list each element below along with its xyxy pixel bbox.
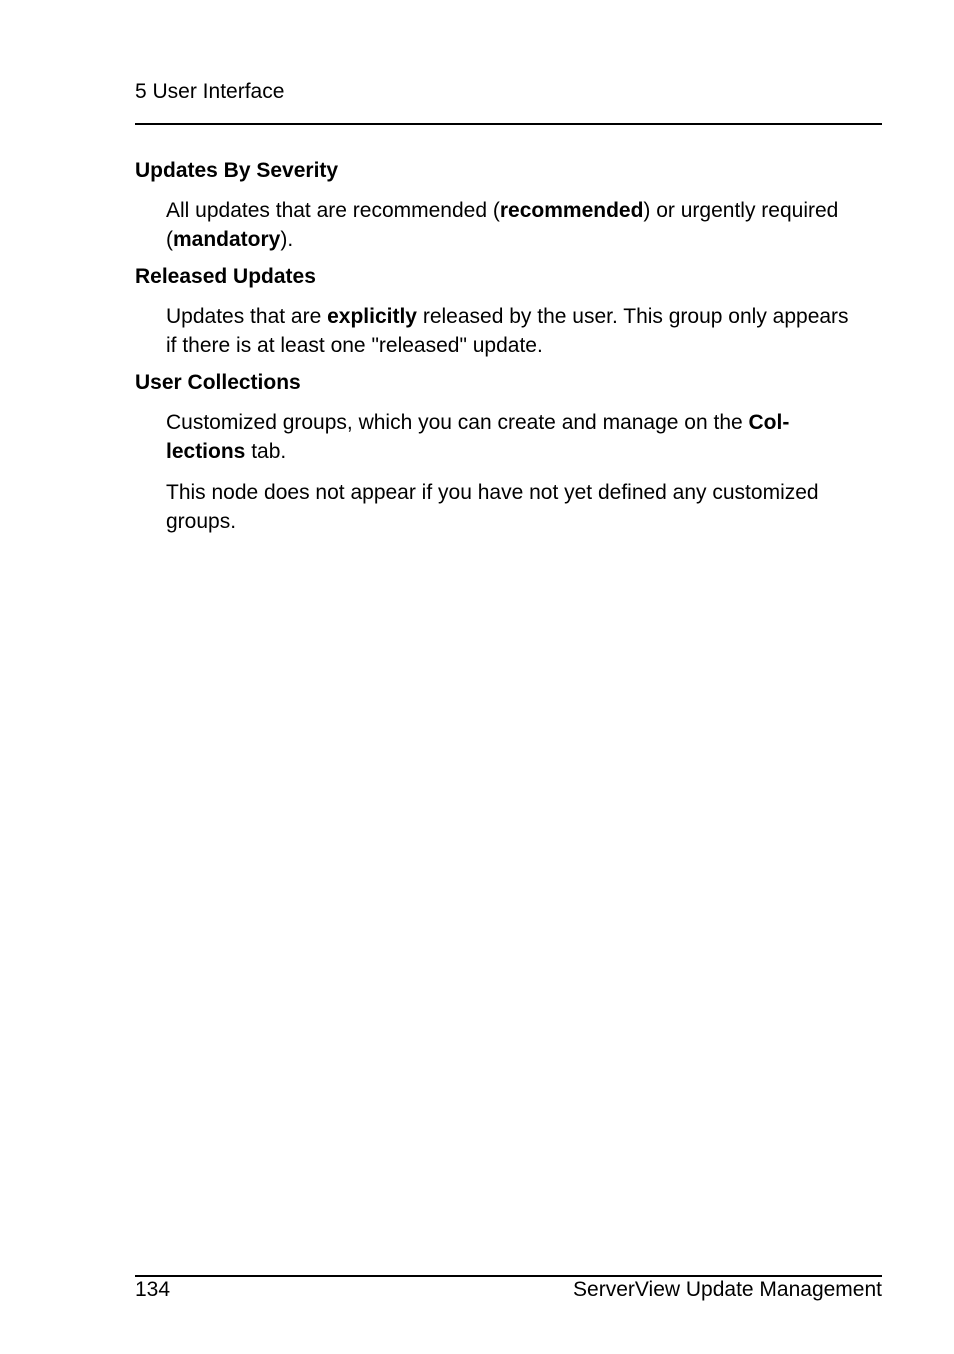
chapter-title: 5 User Interface (135, 80, 285, 103)
product-name: ServerView Update Management (573, 1278, 882, 1301)
desc-line (166, 225, 878, 254)
keyword-collections-part1: Col- (748, 411, 790, 434)
text-run: All updates that are recommended ( (166, 199, 500, 222)
term-updates-by-severity: Updates By Severity (135, 159, 339, 182)
desc-line: if there is at least one "released" update. (166, 334, 543, 357)
text-run: tab. (245, 440, 287, 463)
text-run: Updates that are (166, 305, 328, 328)
text-run: released by the user. This group only appears (417, 305, 849, 328)
desc-line (166, 196, 878, 225)
keyword-mandatory: mandatory (173, 228, 281, 251)
keyword-recommended: recommended (499, 199, 644, 222)
text-run: ( (166, 228, 173, 251)
keyword-explicitly: explicitly (327, 305, 417, 328)
desc-line (166, 437, 878, 466)
desc-released-updates (166, 302, 878, 360)
desc-updates-by-severity (166, 196, 878, 254)
desc-line: This node does not appear if you have not yet defined any customized (166, 481, 819, 504)
keyword-collections-part2: lections (166, 440, 246, 463)
term-released-updates: Released Updates (135, 265, 316, 288)
desc-line (166, 408, 878, 437)
term-user-collections: User Collections (135, 371, 301, 394)
text-run: ) or urgently required (643, 199, 839, 222)
desc-user-collections (166, 408, 878, 466)
desc-line: groups. (166, 510, 237, 533)
page-number: 134 (135, 1278, 171, 1301)
text-run: ). (280, 228, 294, 251)
desc-user-collections-note (166, 478, 878, 536)
text-run: Customized groups, which you can create and manage on the (166, 411, 749, 434)
desc-line (166, 302, 878, 331)
header-divider (135, 123, 882, 125)
